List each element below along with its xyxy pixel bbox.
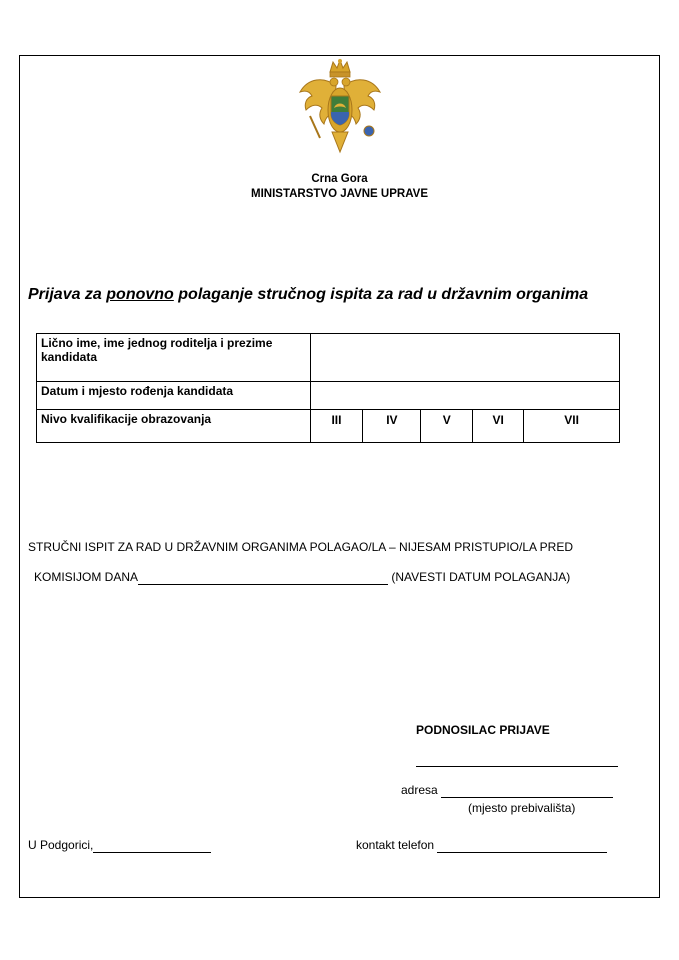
statement-date-hint: (NAVESTI DATUM POLAGANJA) (388, 570, 571, 584)
address-label: adresa (401, 783, 438, 797)
place-row (28, 838, 211, 853)
phone-field[interactable] (437, 838, 607, 853)
address-row (401, 783, 613, 798)
ministry-name: MINISTARSTVO JAVNE UPRAVE (251, 188, 428, 200)
statement-date-label: KOMISIJOM DANA (34, 570, 139, 584)
title-underlined: ponovno (106, 286, 174, 303)
level-option[interactable]: VII (524, 410, 620, 443)
address-hint: (mjesto prebivališta) (468, 801, 576, 815)
country-name: Crna Gora (311, 173, 368, 185)
signature-field[interactable] (416, 766, 618, 767)
birth-field[interactable] (310, 382, 619, 410)
statement-line-1: STRUČNI ISPIT ZA RAD U DRŽAVNIM ORGANIMA POLAGAO/LA – NIJESAM PRISTUPIO/LA PRED (28, 540, 574, 554)
phone-label: kontakt telefon (356, 838, 435, 852)
name-label: Lično ime, ime jednog roditelja i prezime kandidata (37, 334, 311, 382)
coat-of-arms-icon (296, 58, 384, 158)
level-option[interactable]: V (421, 410, 473, 443)
title-suffix: polaganje stručnog ispita za rad u državnim organima (173, 286, 589, 303)
phone-row (356, 838, 607, 853)
level-option[interactable]: VI (473, 410, 524, 443)
birth-label: Datum i mjesto rođenja kandidata (37, 382, 311, 410)
statement-line-2 (34, 570, 570, 585)
form-title (28, 286, 588, 304)
candidate-info-table (36, 333, 620, 443)
applicant-heading: PODNOSILAC PRIJAVE (416, 723, 550, 737)
level-option[interactable]: III (310, 410, 363, 443)
name-field[interactable] (310, 334, 619, 382)
date-field[interactable] (93, 838, 211, 853)
level-option[interactable]: IV (363, 410, 421, 443)
address-field[interactable] (441, 783, 613, 798)
place-label: U Podgorici, (28, 838, 94, 852)
qualification-label: Nivo kvalifikacije obrazovanja (37, 410, 311, 443)
title-prefix: Prijava za (28, 286, 107, 303)
exam-date-field[interactable] (138, 570, 388, 585)
